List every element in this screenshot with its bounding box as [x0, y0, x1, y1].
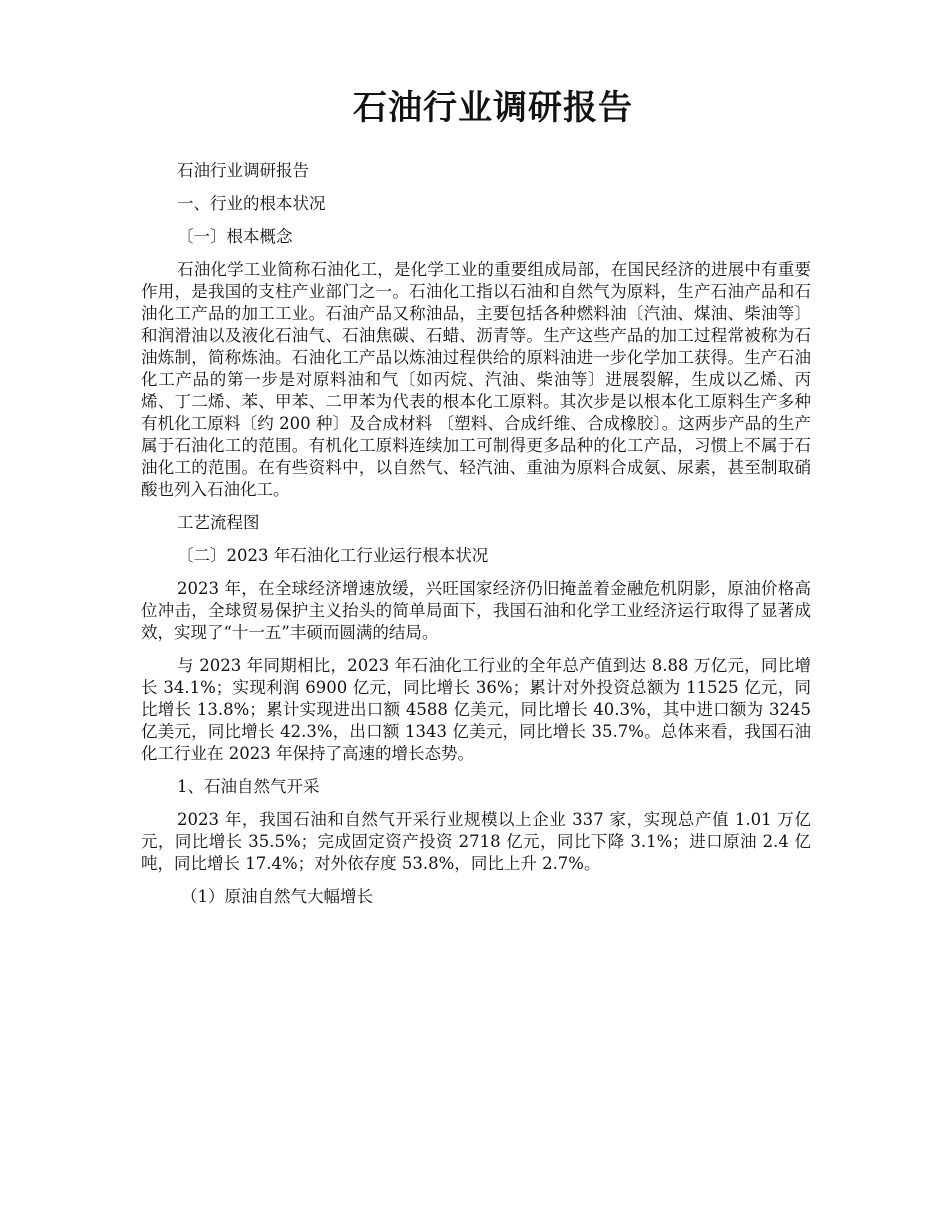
section-heading-oil-gas-extraction: 1、石油自然气开采	[177, 777, 320, 796]
item-heading-crude-growth: （1）原油自然气大幅增长	[181, 887, 373, 906]
paragraph-industry-overview: 2023 年，在全球经济增速放缓，兴旺国家经济仍旧掩盖着金融危机阴影，原油价格高位冲击，全球贸易保护主义抬头的简单局面下，我国石油和化学工业经济运行取得了显著成效，实现了“十一五”丰硕而圆满的结局。	[141, 579, 811, 642]
paragraph-basic-concept: 石油化学工业简称石油化工，是化学工业的重要组成局部，在国民经济的进展中有重要作用，是我国的支柱产业部门之一。石油化工指以石油和自然气为原料，生产石油产品和石油化工产品的加工工业。石油产品又称油品，主要包括各种燃料油〔汽油、煤油、柴油等〕和润滑油以及液化石油气、石油焦碳、石蜡、沥青等。生产这些产品的加工过程常被称为石油炼制，简称炼油。石油化工产品以炼油过程供给的原料油进一步化学加工获得。生产石油化工产品的第一步是对原料油和气〔如丙烷、汽油、柴油等〕进展裂解，生成以乙烯、丙烯、丁二烯、苯、甲苯、二甲苯为代表的根本化工原料。其次步是以根本化工原料生产多种有机化工原料〔约 200 种〕及合成材料 〔塑料、合成纤维、合成橡胶〕。这两步产品的生产属于石油化工的范围。有机化工原料连续加工可制得更多品种的化工产品，习惯上不属于石油化工的范围。在有些资料中，以自然气、轻汽油、重油为原料合成氨、尿素，甚至制取硝酸也列入石油化工。	[141, 260, 811, 499]
process-flow-label: 工艺流程图	[177, 513, 260, 532]
report-heading: 石油行业调研报告	[177, 161, 309, 180]
subsection-heading-industry-status: 〔二〕2023 年石油化工行业运行根本状况	[177, 546, 489, 565]
paragraph-oil-gas-extraction: 2023 年，我国石油和自然气开采行业规模以上企业 337 家，实现总产值 1.01 万亿元，同比增长 35.5%；完成固定资产投资 2718 亿元，同比下降 3.1%；进口原油 2.4 亿吨，同比增长 17.4%；对外依存度 53.8%，同比上升 2.7%。	[141, 810, 811, 873]
subsection-heading-basic-concept: 〔一〕根本概念	[177, 227, 293, 246]
paragraph-industry-statistics: 与 2023 年同期相比，2023 年石油化工行业的全年总产值到达 8.88 万亿元，同比增长 34.1%；实现利润 6900 亿元，同比增长 36%；累计对外投资总额为 11525 亿元，同比增长 13.8%；累计实现进出口额 4588 亿美元，同比增长 40.3%，其中进口额为 3245 亿美元，同比增长 42.3%，出口额 1343 亿美元，同比增长 35.7%。总体来看，我国石油化工行业在 2023 年保持了高速的增长态势。	[141, 656, 811, 763]
section-heading-1: 一、行业的根本状况	[177, 194, 326, 213]
document-title: 石油行业调研报告	[353, 88, 633, 128]
document-body	[141, 160, 811, 919]
